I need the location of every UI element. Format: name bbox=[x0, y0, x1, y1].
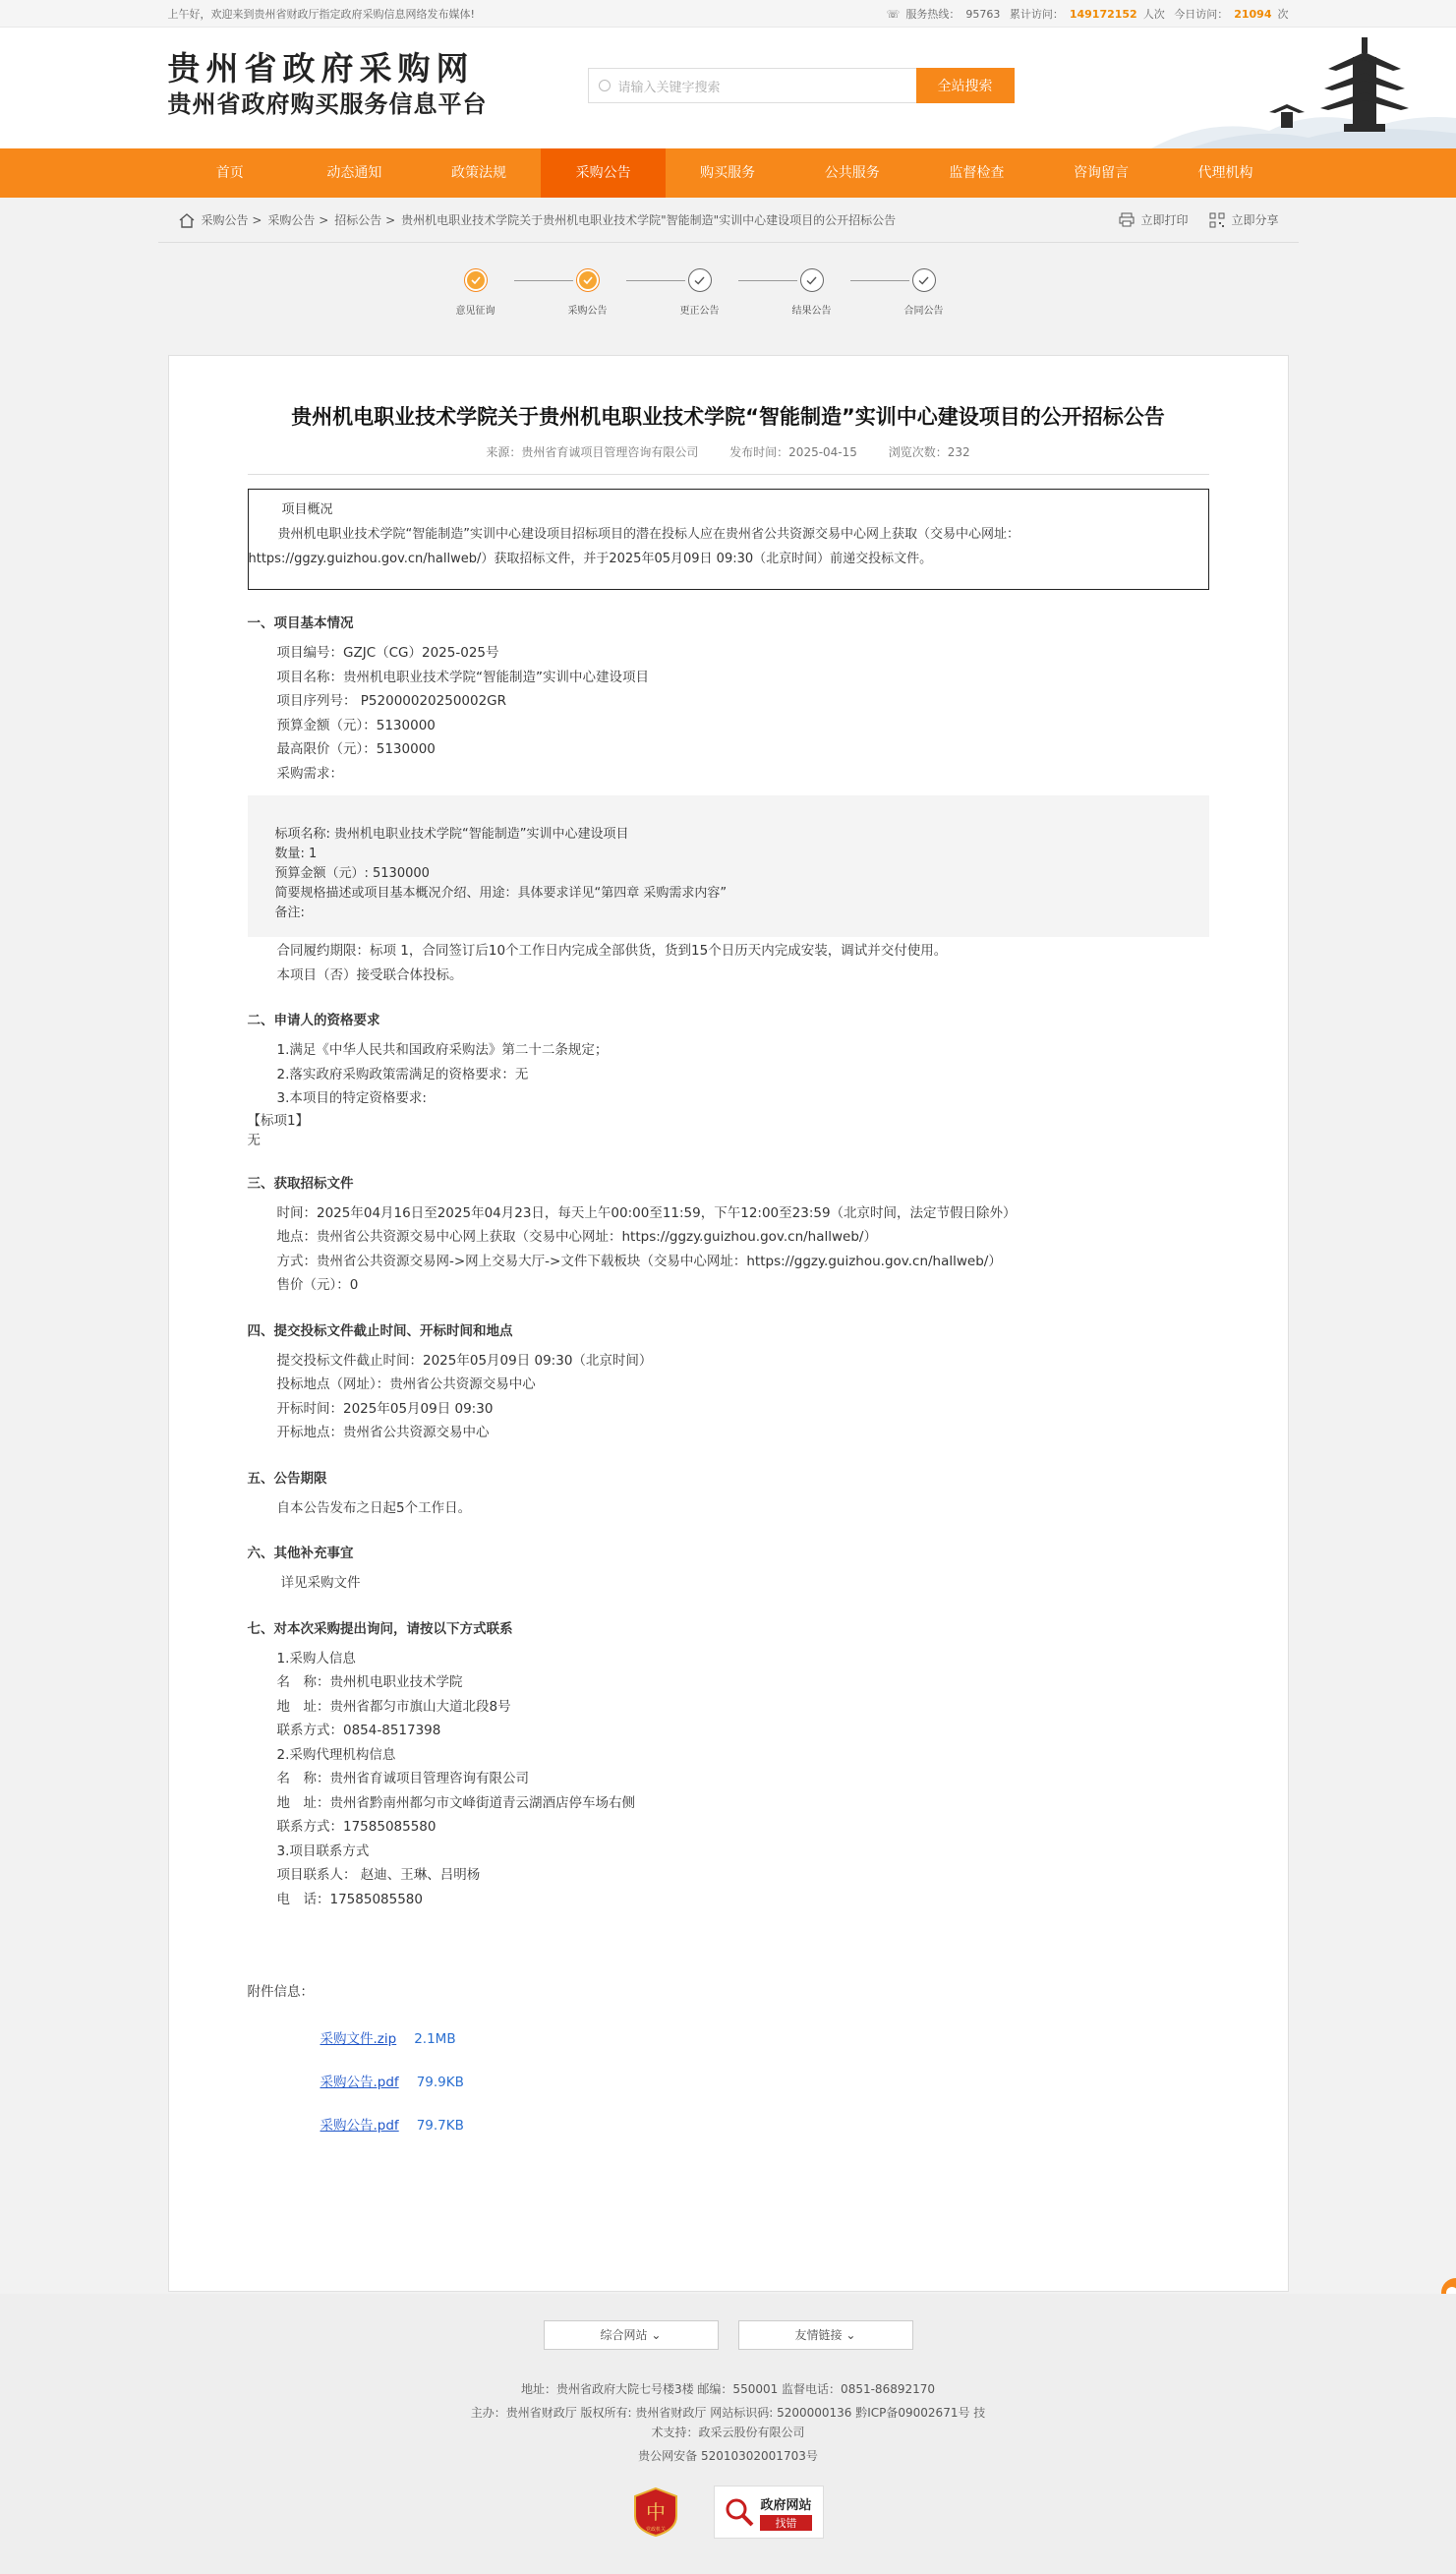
print-button[interactable]: 立即打印 bbox=[1119, 211, 1188, 228]
attachment-link[interactable]: 采购文件.zip bbox=[320, 2031, 397, 2047]
attachment-link[interactable]: 采购公告.pdf bbox=[320, 2075, 399, 2090]
printer-icon bbox=[1119, 212, 1135, 227]
section-heading: 一、项目基本情况 bbox=[247, 615, 354, 631]
article-content: 项目概况 贵州机电职业技术学院“智能制造”实训中心建设项目招标项目的潜在投标人应在贵州省公共资源交易中心网上获取（交易中心网址：https://ggzy.guizhou.gov.cn/hallweb/）获取招标文件，并于2025年05月09日 09:30（北京时间）前递交投标文件。 一、项目基本情况 项目编号：GZJC（CG）2025-025号 项目名称：贵州机电职业技术学院“智能制造”实训中心建设项目 项目序列号： P52000020250002GR 预算金额（元）：5130000 最高限价（元）：5130000 采购需求： 标项名称: 贵州机电职业技术学院“智能制造”实训中心建设项目 数量: 1 预算金额（元）: 5130000 简要规格描述或项目基本概况介绍、用途：具体要求详见“第四章 采购需求内容” 备注: 合同履约期限：标项 1，合同签订后10个工作日内完成全部供货，货到15个日历天内完成安装，调试并交付使用。 本项目（否）接受联合体投标。 二、申请人的资格要求 1.满足《中华人民共和国政府采购法》第二十二条规定； 2.落实政府采购政策需满足的资格要求：无 3.本项目的特定资格要求: 【标项1】 无 三、获取招标文件 时间：2025年04月16日至2025年04月23日，每天上午00:00至11:59，下午12:00至23:59（北京时间，法定节假日除外） 地点：贵州省公共资源交易中心网上获取（交易中心网址：https://ggzy.guizhou.gov.cn/hallweb/） 方式：贵州省公共资源交易网->网上交易大厅->文件下载板块（交易中心网址：https://ggzy.guizhou.gov.cn/hallweb/） 售价（元）：0 四、提交投标文件截止时间、开标时间和地点 提交投标文件截止时间：2025年05月09日 09:30（北京时间） 投标地点（网址）：贵州省公共资源交易中心 开标时间：2025年05月09日 09:30 开标地点：贵州省公共资源交易中心 五、公告期限 自本公告发布之日起5个工作日。 六、其他补充事宜 详见采购文件 七、对本次采购提出询问，请按以下方式联系 1.采购人信息 名 称：贵州机电职业技术学院 地 址：贵州省都匀市旗山大道北段8号 联系方式：0854-8517398 2.采购代理机构信息 名 称：贵州省育诚项目管理咨询有限公司 地 址：贵州省黔南州都匀市文峰街道青云湖酒店停车场右侧 联系方式：17585085580 3.项目联系方式 项目联系人： 赵迪、王琳、吕明杨 电 话：17585085580 附件信息： 采购文件.zip 2.1MB 采购公告.pdf 79.9KB 采购公告.pdf 79.7KB bbox=[248, 489, 1209, 2147]
phone-icon: ☏ bbox=[886, 8, 901, 21]
nav-policy[interactable]: 政策法规 bbox=[450, 165, 506, 181]
article-views: 浏览次数：232 bbox=[888, 445, 970, 459]
nav-purchase-service[interactable]: 购买服务 bbox=[700, 165, 756, 181]
section-heading: 四、提交投标文件截止时间、开标时间和地点 bbox=[247, 1322, 513, 1339]
section-heading: 五、公告期限 bbox=[247, 1470, 327, 1487]
check-icon bbox=[806, 276, 817, 285]
attachment-link[interactable]: 采购公告.pdf bbox=[320, 2118, 399, 2134]
attachment-item: 采购公告.pdf 79.7KB bbox=[320, 2118, 464, 2134]
nav-home[interactable]: 首页 bbox=[215, 165, 244, 181]
article-card bbox=[168, 355, 1289, 2292]
main-nav bbox=[0, 148, 1456, 198]
step-announcement[interactable]: 采购公告 bbox=[553, 268, 622, 317]
chevron-down-icon: ⌄ bbox=[845, 2328, 856, 2342]
site-title: 贵州省政府采购网 bbox=[167, 49, 475, 88]
integrated-sites-dropdown[interactable]: 综合网站 ⌄ bbox=[544, 2320, 719, 2350]
nav-news[interactable]: 动态通知 bbox=[326, 165, 382, 181]
step-contract[interactable]: 合同公告 bbox=[890, 268, 959, 317]
party-government-badge-icon[interactable] bbox=[633, 2486, 678, 2538]
project-overview-box: 项目概况 贵州机电职业技术学院“智能制造”实训中心建设项目招标项目的潜在投标人应在贵州省公共资源交易中心网上获取（交易中心网址：https://ggzy.guizhou.gov.cn/hallweb/）获取招标文件，并于2025年05月09日 09:30（北京时间）前递交投标文件。 bbox=[248, 489, 1209, 590]
article-title: 贵州机电职业技术学院关于贵州机电职业技术学院“智能制造”实训中心建设项目的公开招标公告 bbox=[291, 405, 1165, 429]
attachments-label: 附件信息： bbox=[247, 1984, 314, 2000]
nav-agency[interactable]: 代理机构 bbox=[1197, 165, 1253, 181]
site-header bbox=[0, 28, 1456, 148]
friendly-links-dropdown[interactable]: 友情链接 ⌄ bbox=[738, 2320, 913, 2350]
check-icon bbox=[918, 276, 929, 285]
qrcode-icon bbox=[1209, 212, 1225, 228]
step-correction[interactable]: 更正公告 bbox=[666, 268, 734, 317]
attachment-item: 采购文件.zip 2.1MB bbox=[320, 2031, 456, 2047]
breadcrumb-bar bbox=[158, 198, 1299, 243]
process-steps bbox=[168, 243, 1289, 355]
attachment-item: 采购公告.pdf 79.9KB bbox=[320, 2075, 464, 2090]
breadcrumb-item[interactable]: 招标公告 > bbox=[334, 213, 396, 227]
check-icon bbox=[467, 271, 485, 289]
step-result[interactable]: 结果公告 bbox=[778, 268, 846, 317]
share-button[interactable]: 立即分享 bbox=[1209, 211, 1278, 228]
svg-text:中: 中 bbox=[645, 2500, 666, 2524]
check-icon bbox=[694, 276, 705, 285]
footer-info: 地址：贵州省政府大院七号楼3楼 邮编：550001 监督电话：0851-86892170 主办：贵州省财政厅 版权所有: 贵州省财政厅 网站标识码: 5200000136 黔ICP备09002671号 技 术支持：政采云股份有限公司 贵公网安备 52010302001703号 bbox=[470, 2382, 986, 2463]
section-heading: 二、申请人的资格要求 bbox=[247, 1013, 380, 1028]
top-bar bbox=[0, 0, 1456, 28]
home-icon[interactable] bbox=[178, 212, 196, 228]
nav-supervision[interactable]: 监督检查 bbox=[949, 165, 1005, 181]
nav-procurement[interactable]: 采购公告 bbox=[541, 148, 666, 198]
breadcrumb-current: 贵州机电职业技术学院关于贵州机电职业技术学院"智能制造"实训中心建设项目的公开招标公告 bbox=[401, 213, 897, 227]
chevron-down-icon: ⌄ bbox=[651, 2328, 662, 2342]
article-date: 发布时间：2025-04-15 bbox=[729, 445, 857, 459]
breadcrumb bbox=[178, 211, 897, 228]
svg-text:党政机关: 党政机关 bbox=[645, 2527, 666, 2533]
breadcrumb-item[interactable]: 采购公告 > bbox=[267, 213, 329, 227]
pagoda-illustration-icon bbox=[1151, 28, 1456, 148]
breadcrumb-item[interactable]: 采购公告 > bbox=[201, 213, 262, 227]
site-stats: ☏ 服务热线： 95763 累计访问： 149172152 人次 今日访问： 21094 次 bbox=[886, 8, 1289, 21]
search-icon bbox=[599, 80, 611, 91]
site-footer bbox=[0, 2294, 1456, 2574]
article-source: 来源：贵州省育诚项目管理咨询有限公司 bbox=[486, 445, 699, 459]
section-heading: 七、对本次采购提出询问，请按以下方式联系 bbox=[247, 1620, 513, 1637]
welcome-text: 上午好，欢迎来到贵州省财政厅指定政府采购信息网络发布媒体! bbox=[167, 8, 475, 21]
site-logo[interactable] bbox=[168, 49, 488, 120]
attachments bbox=[248, 1980, 1209, 2147]
hotline: 95763 bbox=[965, 8, 1001, 21]
search-button[interactable]: 全站搜索 bbox=[916, 68, 1015, 103]
nav-consult[interactable]: 咨询留言 bbox=[1073, 165, 1129, 181]
search-bar bbox=[588, 68, 1015, 103]
article-meta bbox=[169, 443, 1288, 460]
section-heading: 三、获取招标文件 bbox=[247, 1175, 354, 1192]
search-input[interactable]: 请输入关键字搜索 bbox=[588, 68, 916, 103]
page-tools bbox=[1097, 211, 1278, 228]
requirement-box: 标项名称: 贵州机电职业技术学院“智能制造”实训中心建设项目 数量: 1 预算金额（元）: 5130000 简要规格描述或项目基本概况介绍、用途：具体要求详见“第四章 采购需求内容” 备注: bbox=[248, 795, 1209, 937]
divider bbox=[248, 474, 1209, 475]
step-consultation[interactable]: 意见征询 bbox=[441, 268, 510, 317]
section-heading: 六、其他补充事宜 bbox=[247, 1546, 354, 1561]
site-subtitle: 贵州省政府购买服务信息平台 bbox=[167, 89, 488, 118]
nav-public-service[interactable]: 公共服务 bbox=[824, 165, 880, 181]
today-visits: 21094 bbox=[1234, 8, 1272, 21]
check-icon bbox=[579, 271, 597, 289]
magnifier-icon bbox=[725, 2497, 754, 2527]
gov-site-error-report-badge[interactable]: 政府网站 找错 bbox=[714, 2486, 824, 2539]
total-visits: 149172152 bbox=[1069, 8, 1137, 21]
